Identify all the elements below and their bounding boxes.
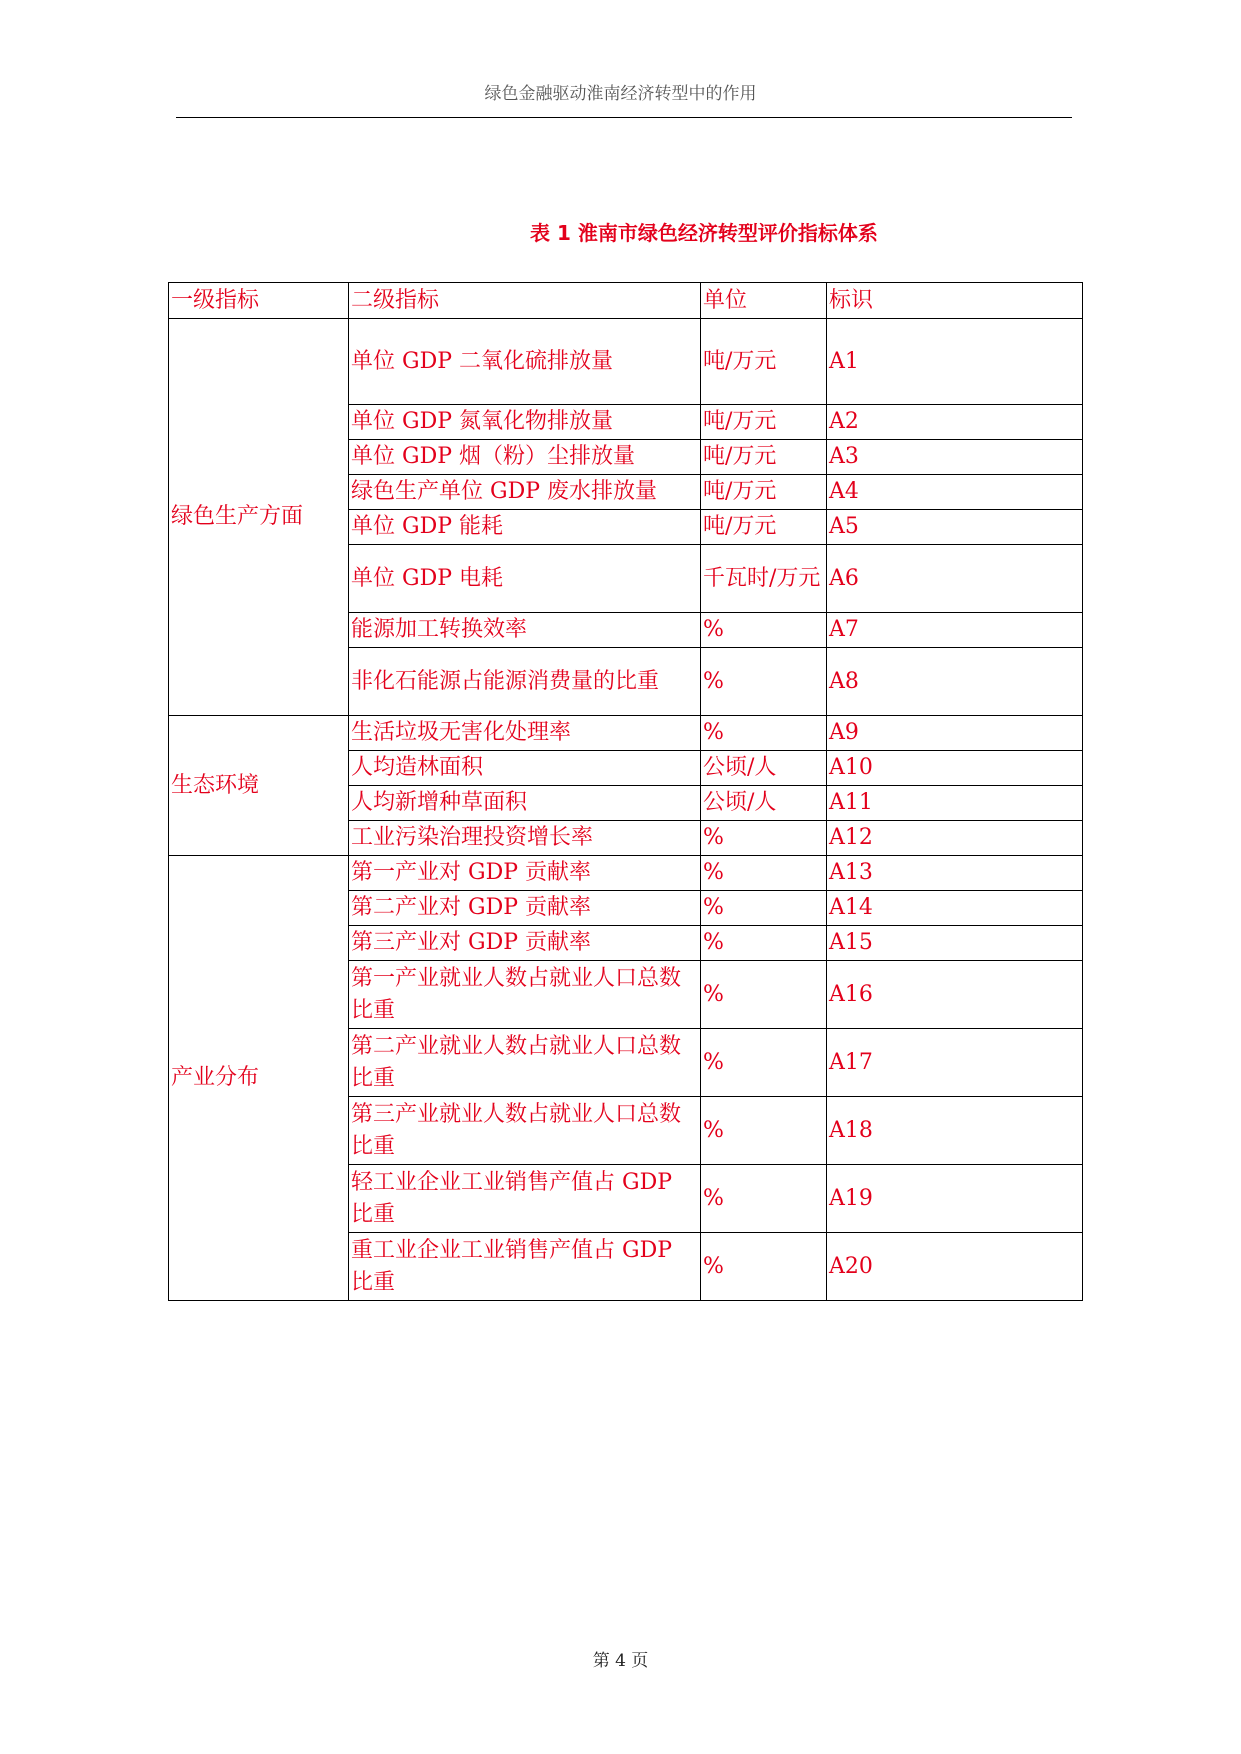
unit-cell: % (701, 613, 827, 648)
level1-indicator-cell: 绿色生产方面 (169, 319, 349, 716)
id-cell: A17 (827, 1029, 1083, 1097)
unit-cell: % (701, 961, 827, 1029)
column-header-id: 标识 (827, 283, 1083, 319)
unit-cell: % (701, 716, 827, 751)
level2-indicator-cell: 第二产业对 GDP 贡献率 (349, 891, 701, 926)
unit-cell: 吨/万元 (701, 475, 827, 510)
id-cell: A6 (827, 545, 1083, 613)
level2-indicator-cell: 单位 GDP 电耗 (349, 545, 701, 613)
table-row (169, 716, 1083, 751)
column-header-level1: 一级指标 (169, 283, 349, 319)
level2-indicator-cell: 单位 GDP 二氧化硫排放量 (349, 319, 701, 405)
level2-indicator-cell: 重工业企业工业销售产值占 GDP 比重 (349, 1233, 701, 1301)
level2-indicator-cell: 工业污染治理投资增长率 (349, 821, 701, 856)
unit-cell: 吨/万元 (701, 510, 827, 545)
unit-cell: 公顷/人 (701, 786, 827, 821)
id-cell: A15 (827, 926, 1083, 961)
table-caption: 表 1 淮南市绿色经济转型评价指标体系 (530, 221, 878, 245)
id-cell: A10 (827, 751, 1083, 786)
unit-cell: 吨/万元 (701, 405, 827, 440)
id-cell: A8 (827, 648, 1083, 716)
unit-cell: % (701, 1097, 827, 1165)
level2-indicator-cell: 非化石能源占能源消费量的比重 (349, 648, 701, 716)
id-cell: A18 (827, 1097, 1083, 1165)
header-rule (176, 117, 1072, 118)
level2-indicator-cell: 单位 GDP 烟（粉）尘排放量 (349, 440, 701, 475)
unit-cell: 吨/万元 (701, 440, 827, 475)
running-header: 绿色金融驱动淮南经济转型中的作用 (484, 84, 757, 104)
unit-cell: % (701, 1029, 827, 1097)
id-cell: A16 (827, 961, 1083, 1029)
unit-cell: 吨/万元 (701, 319, 827, 405)
id-cell: A2 (827, 405, 1083, 440)
unit-cell: % (701, 856, 827, 891)
level2-indicator-cell: 生活垃圾无害化处理率 (349, 716, 701, 751)
id-cell: A9 (827, 716, 1083, 751)
level1-indicator-cell: 产业分布 (169, 856, 349, 1301)
level2-indicator-cell: 单位 GDP 氮氧化物排放量 (349, 405, 701, 440)
id-cell: A5 (827, 510, 1083, 545)
id-cell: A1 (827, 319, 1083, 405)
unit-cell: % (701, 926, 827, 961)
unit-cell: 千瓦时/万元 (701, 545, 827, 613)
table-row (169, 856, 1083, 891)
table-row (169, 319, 1083, 405)
column-header-unit: 单位 (701, 283, 827, 319)
unit-cell: % (701, 821, 827, 856)
level2-indicator-cell: 第二产业就业人数占就业人口总数比重 (349, 1029, 701, 1097)
level1-indicator-cell: 生态环境 (169, 716, 349, 856)
id-cell: A14 (827, 891, 1083, 926)
level2-indicator-cell: 第一产业对 GDP 贡献率 (349, 856, 701, 891)
id-cell: A20 (827, 1233, 1083, 1301)
id-cell: A13 (827, 856, 1083, 891)
table-header-row (169, 283, 1083, 319)
level2-indicator-cell: 轻工业企业工业销售产值占 GDP 比重 (349, 1165, 701, 1233)
id-cell: A7 (827, 613, 1083, 648)
id-cell: A3 (827, 440, 1083, 475)
level2-indicator-cell: 绿色生产单位 GDP 废水排放量 (349, 475, 701, 510)
level2-indicator-cell: 人均新增种草面积 (349, 786, 701, 821)
level2-indicator-cell: 单位 GDP 能耗 (349, 510, 701, 545)
page-number: 第 4 页 (592, 1651, 649, 1671)
column-header-level2: 二级指标 (349, 283, 701, 319)
level2-indicator-cell: 第三产业对 GDP 贡献率 (349, 926, 701, 961)
level2-indicator-cell: 人均造林面积 (349, 751, 701, 786)
level2-indicator-cell: 第一产业就业人数占就业人口总数比重 (349, 961, 701, 1029)
level2-indicator-cell: 能源加工转换效率 (349, 613, 701, 648)
unit-cell: % (701, 1233, 827, 1301)
unit-cell: % (701, 648, 827, 716)
level2-indicator-cell: 第三产业就业人数占就业人口总数比重 (349, 1097, 701, 1165)
id-cell: A4 (827, 475, 1083, 510)
unit-cell: % (701, 891, 827, 926)
indicator-table (168, 282, 1083, 1301)
unit-cell: 公顷/人 (701, 751, 827, 786)
id-cell: A11 (827, 786, 1083, 821)
unit-cell: % (701, 1165, 827, 1233)
id-cell: A19 (827, 1165, 1083, 1233)
id-cell: A12 (827, 821, 1083, 856)
